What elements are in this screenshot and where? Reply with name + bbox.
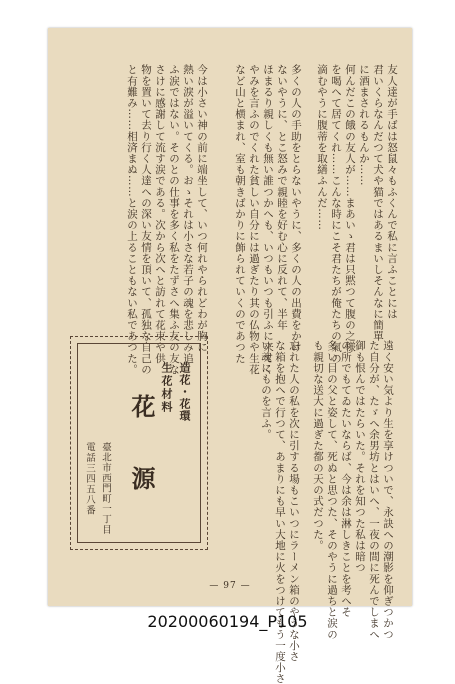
text-column: な箱を抱へで行つて、あまりにも早い大地に火をつけてもう一度小さ — [274, 340, 286, 684]
text-column: た自分が、たゞへ余男坊とはいへ、一夜の間に死んでしまへ — [368, 340, 380, 640]
text-column: も親切な送大に過ぎた都の天の式だつた。 — [312, 340, 324, 551]
ad-service-line2: 生花材料 — [160, 362, 173, 414]
text-column: の所でもてゐたいならば、今は余は淋しきことを考へそ — [340, 340, 352, 618]
text-column: ほまるり親しくも無い誰つかへも、いつもいつも引ふに来てく — [262, 64, 274, 375]
text-column: に酒まされるもんか…… — [358, 64, 370, 187]
flower-shop-advertisement — [70, 336, 208, 550]
text-column: 多くの人の手助をとらないやうに、多くの人の出費をかけ — [290, 64, 302, 353]
ad-shop-name-first: 花 — [127, 394, 156, 418]
text-column: を喝へて居てくれ……こんな時にこそ君たちが俺たちの氣の — [330, 64, 342, 364]
text-column: ないやうに、とこ怒みで親睦を好む心に反れて、半年 — [276, 64, 288, 331]
text-column: やみを言ふのでくれた貧しい自分には過ぎたり其の仏物や生花 — [248, 64, 260, 375]
text-column: 友人達が手ばは怒鼠々もふくんで私に言ふことには — [386, 64, 398, 320]
text-column: 物を置いて去り行く人達への深い友情を頂いて、孤独な自己の — [140, 64, 152, 375]
ad-phone: 電話三四五八番 — [84, 442, 95, 516]
ad-address: 臺北市西門町一丁目 — [100, 442, 111, 535]
text-column: 滴むやうに腹蒂を取繕ふんだ…… — [316, 64, 328, 231]
text-column: ふ涙ではない。そのとの仕事を多く私をたずさへ集ふ友の友な — [168, 64, 180, 375]
text-column: 君いくらなんだつて犬や猫ではあるまいしそんなに簡單 — [372, 64, 384, 342]
text-column: と有難み……相済まぬ……と涙の上ることもない私であつた。 — [126, 64, 138, 375]
ad-service-line1: 造花・花環 — [178, 362, 191, 422]
text-column: 忘れた人の私を次に引する場もこいつにラーメン箱のやうな小さ — [288, 340, 300, 662]
text-column: 熱い淚が溢いてくる。おゝそれは小さな若子の魂を悲しみ追 — [182, 64, 194, 364]
ad-shop-name-second: 源 — [127, 466, 156, 490]
text-column: い魂にものを言ふ。 — [260, 340, 272, 440]
text-column: 遠く安い気より生を享けついで、永訣への潮影を仰ぎつかつ — [382, 340, 394, 640]
text-column: 何んだこの餓の友人が……まあいゝ君は只黙つて腹の之様 — [344, 64, 356, 353]
text-column: など山と横まれ、室も朝きばかりに飾られていくのであつた — [234, 64, 246, 364]
text-column: 今は小さい神の前に端坐して、いつ何れやられどわが胸に — [196, 64, 208, 353]
image-caption: 20200060194_P105 — [147, 612, 308, 631]
text-column: 多い目の父と姿して、死ぬと思つた、そのやうに過ちと涙の — [326, 340, 338, 640]
text-column: さけに感謝して流す涙である。次から次へと訪れて花束や供 — [154, 64, 166, 364]
text-column: 御も恨んではたらいた。それを知つた私は暗つ — [354, 340, 366, 574]
page-number: — 97 — — [209, 581, 251, 591]
ad-inner-border — [77, 343, 201, 543]
